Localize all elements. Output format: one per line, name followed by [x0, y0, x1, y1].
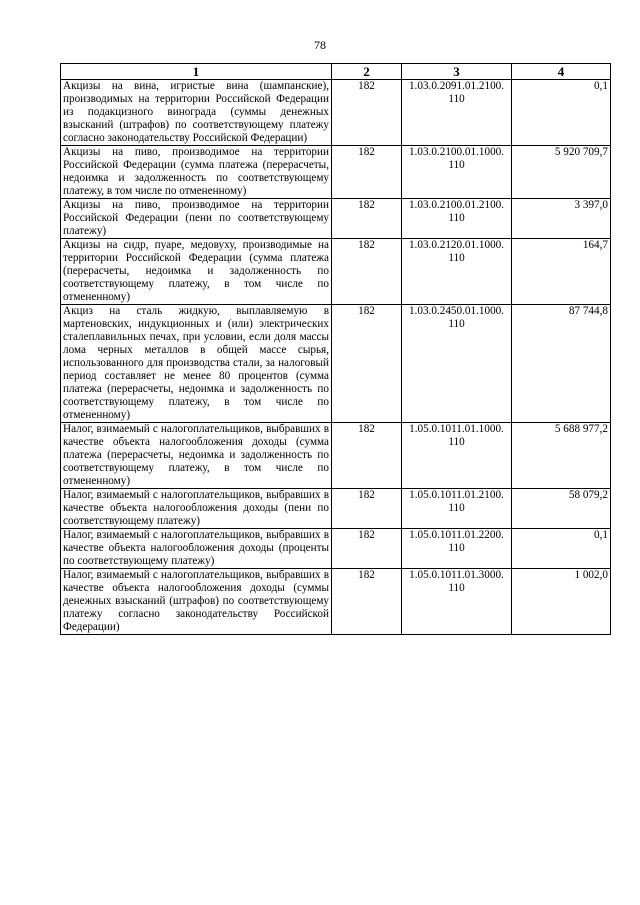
table-row [61, 239, 611, 305]
row-code-cell: 1.03.0.2100.01.2100. 110 [402, 199, 512, 239]
row-code-cell: 1.03.0.2091.01.2100. 110 [402, 80, 512, 146]
table-row [61, 80, 611, 146]
row-name-cell: Налог, взимаемый с налогоплательщиков, выбравших в качестве объекта налогообложения доходы (пени по соответствующему платежу) [61, 489, 332, 529]
row-admin-cell: 182 [332, 146, 402, 199]
row-name-cell: Налог, взимаемый с налогоплательщиков, выбравших в качестве объекта налогообложения доходы (сумма платежа (перерасчеты, недоимка и задолженность по соответствующему платежу, в том числе по отмененному) [61, 423, 332, 489]
row-name-cell: Акциз на сталь жидкую, выплавляемую в мартеновских, индукционных и (или) электрических сталеплавильных печах, при условии, если доля массы лома черных металлов в общей массе сырья, использованного для производства стали, за налоговый период составляет не менее 80 процентов (сумма платежа (перерасчеты, недоимка и задолженность по соответствующему платежу, в том числе по отмененному) [61, 305, 332, 423]
row-sum-cell: 164,7 [512, 239, 611, 305]
row-code-cell: 1.05.0.1011.01.2200. 110 [402, 529, 512, 569]
table-row [61, 489, 611, 529]
row-sum-cell: 0,1 [512, 80, 611, 146]
row-admin-cell: 182 [332, 529, 402, 569]
row-code-cell: 1.05.0.1011.01.3000. 110 [402, 569, 512, 635]
row-sum-cell: 5 688 977,2 [512, 423, 611, 489]
row-admin-cell: 182 [332, 489, 402, 529]
column-header-name: 1 [61, 64, 332, 80]
table-row [61, 305, 611, 423]
row-admin-cell: 182 [332, 199, 402, 239]
table-row [61, 199, 611, 239]
table-row [61, 423, 611, 489]
row-name-cell: Налог, взимаемый с налогоплательщиков, выбравших в качестве объекта налогообложения доходы (суммы денежных взысканий (штрафов) по соответствующему платежу согласно законодательству Российской Федерации) [61, 569, 332, 635]
table-row [61, 569, 611, 635]
row-name-cell: Акцизы на вина, игристые вина (шампанские), производимых на территории Российской Федерации из подакцизного винограда (суммы денежных взысканий (штрафов) по соответствующему платежу согласно законодательству Российской Федерации) [61, 80, 332, 146]
row-admin-cell: 182 [332, 80, 402, 146]
column-header-admin: 2 [332, 64, 402, 80]
row-name-cell: Налог, взимаемый с налогоплательщиков, выбравших в качестве объекта налогообложения доходы (проценты по соответствующему платежу) [61, 529, 332, 569]
row-sum-cell: 58 079,2 [512, 489, 611, 529]
row-sum-cell: 3 397,0 [512, 199, 611, 239]
row-code-cell: 1.05.0.1011.01.2100. 110 [402, 489, 512, 529]
row-code-cell: 1.03.0.2120.01.1000. 110 [402, 239, 512, 305]
revenue-table [60, 63, 611, 635]
column-header-code: 3 [402, 64, 512, 80]
row-sum-cell: 0,1 [512, 529, 611, 569]
table-row [61, 529, 611, 569]
row-sum-cell: 5 920 709,7 [512, 146, 611, 199]
page-number: 78 [314, 38, 326, 52]
row-code-cell: 1.03.0.2100.01.1000. 110 [402, 146, 512, 199]
table-header-row [61, 64, 611, 80]
row-admin-cell: 182 [332, 239, 402, 305]
row-name-cell: Акцизы на пиво, производимое на территории Российской Федерации (сумма платежа (перерасчеты, недоимка и задолженность по соответствующему платежу, в том числе по отмененному) [61, 146, 332, 199]
row-code-cell: 1.05.0.1011.01.1000. 110 [402, 423, 512, 489]
row-admin-cell: 182 [332, 423, 402, 489]
row-admin-cell: 182 [332, 569, 402, 635]
row-sum-cell: 87 744,8 [512, 305, 611, 423]
column-header-sum: 4 [512, 64, 611, 80]
row-admin-cell: 182 [332, 305, 402, 423]
row-code-cell: 1.03.0.2450.01.1000. 110 [402, 305, 512, 423]
table-row [61, 146, 611, 199]
row-name-cell: Акцизы на сидр, пуаре, медовуху, производимые на территории Российской Федерации (сумма платежа (перерасчеты, недоимка и задолженность по соответствующему платежу, в том числе по отмененному) [61, 239, 332, 305]
row-name-cell: Акцизы на пиво, производимое на территории Российской Федерации (пени по соответствующему платежу) [61, 199, 332, 239]
row-sum-cell: 1 002,0 [512, 569, 611, 635]
